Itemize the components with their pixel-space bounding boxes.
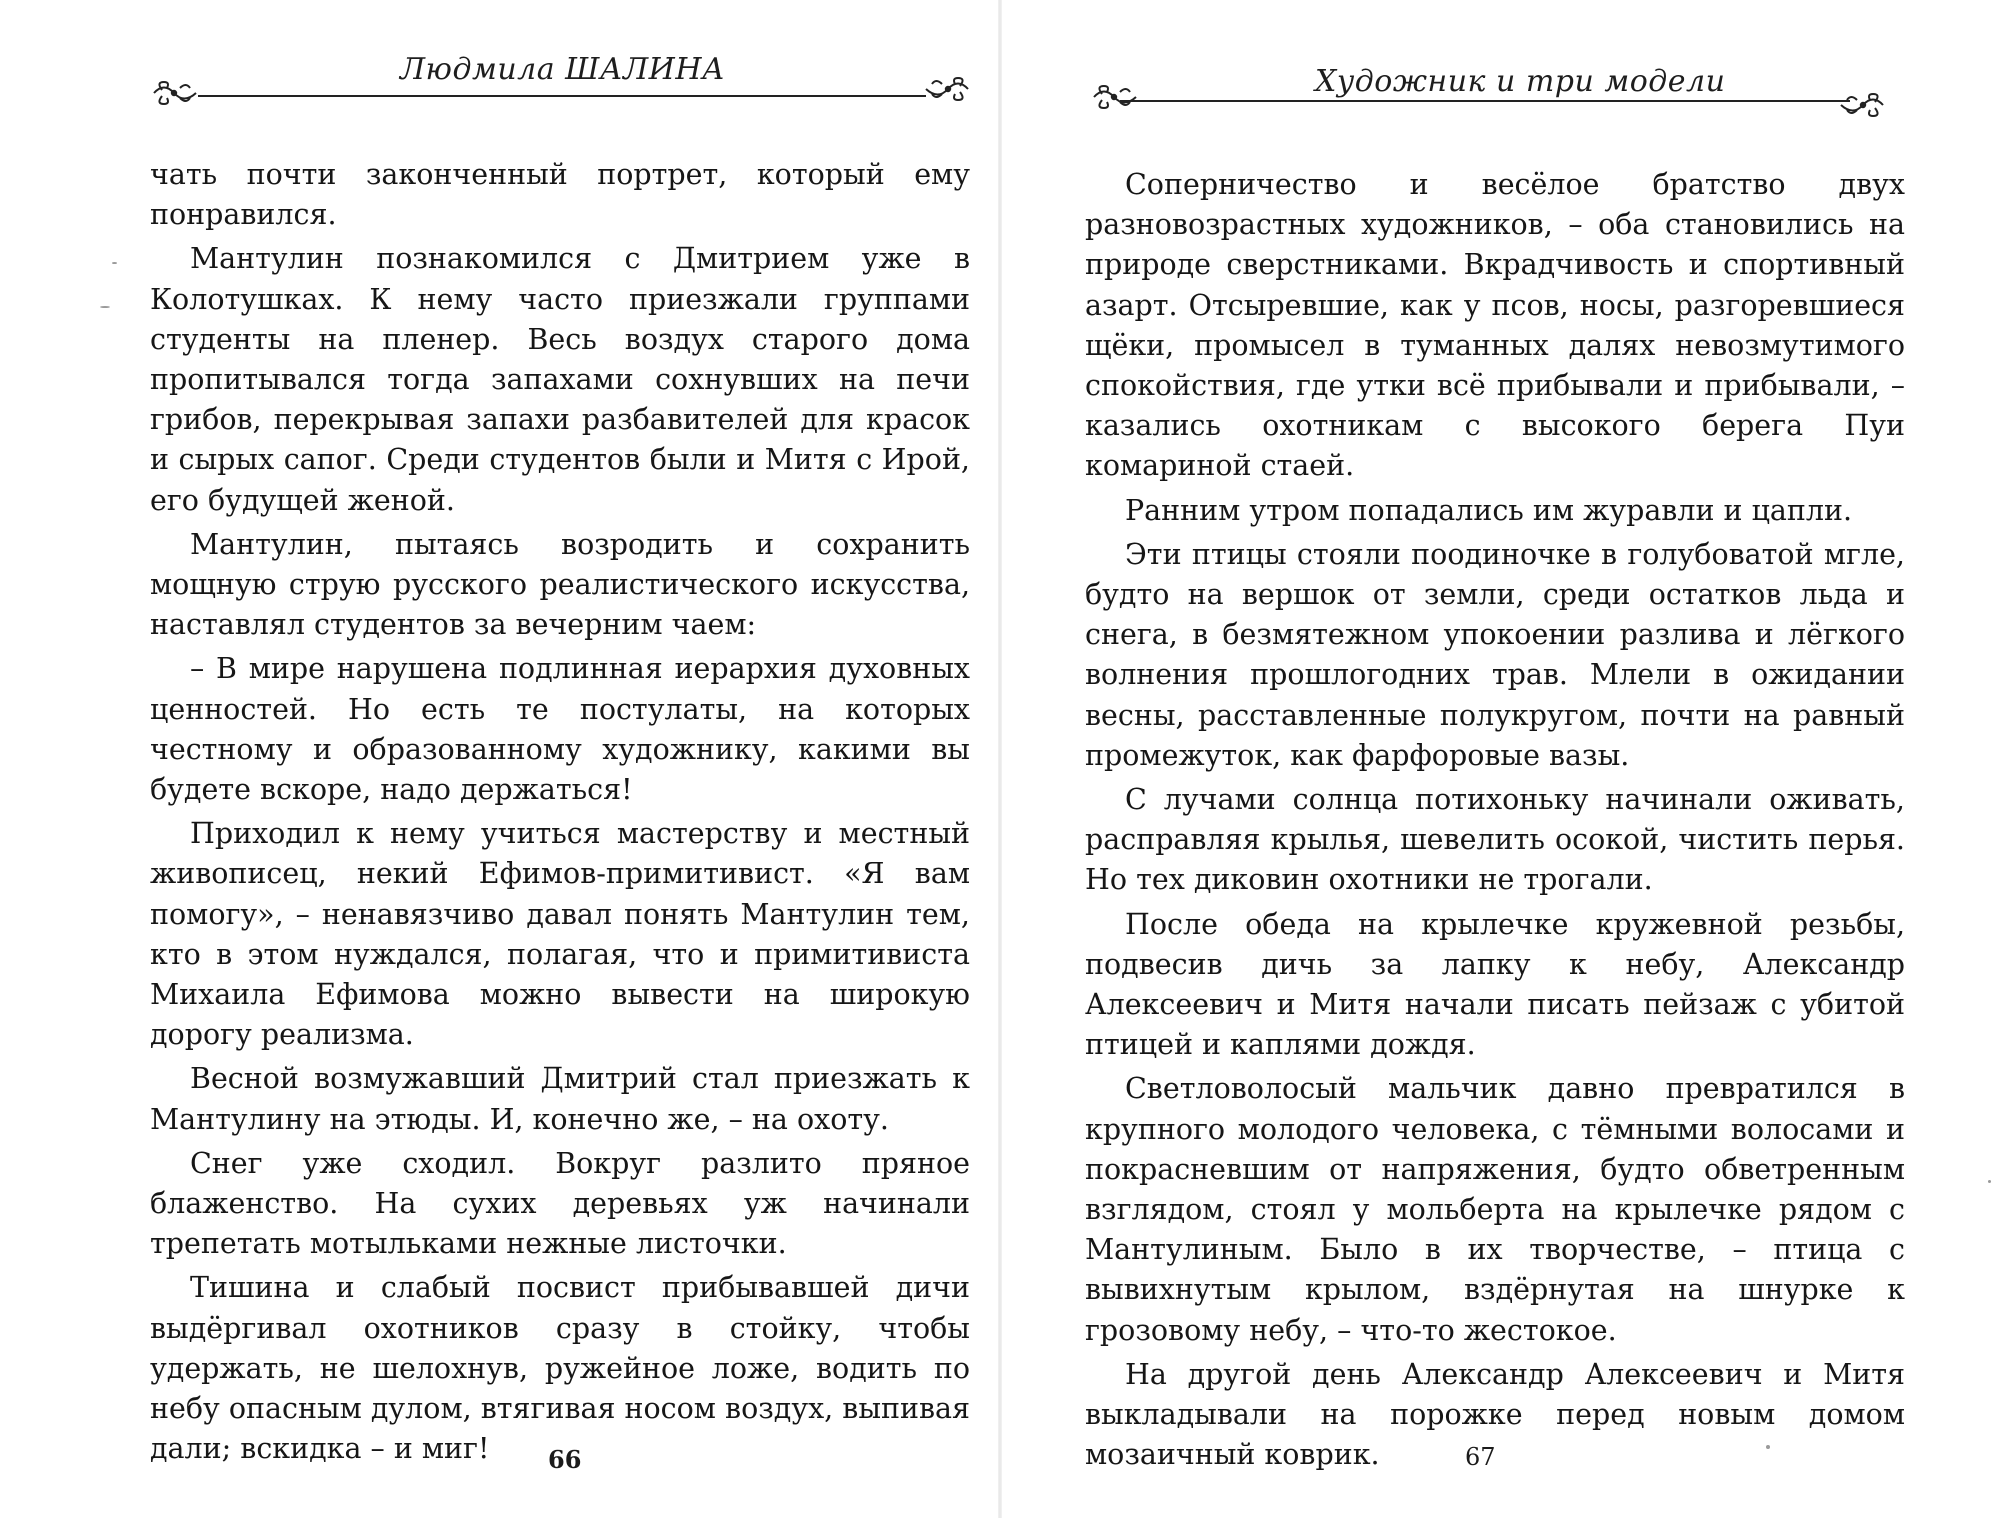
left-header-rule [198, 95, 926, 97]
paragraph: Светловолосый мальчик давно превратился в крупного молодого человека, с тёмными волосами и покрасневшим от напряжения, будто обветренным взглядом, стоял у мольберта на крылечке рядом с Мантулиным. Было в их творчестве, – птица с вывихнутым крылом, вздёрнутая на шнурке к грозовому небу, – что-то жестокое. [1085, 1072, 1905, 1347]
flourish-icon [1835, 90, 1887, 120]
paragraph: чать почти законченный портрет, который ему понравился. [150, 158, 970, 232]
paragraph: Весной возмужавший Дмитрий стал приезжать к Мантулину на этюды. И, конечно же, – на охоту. [150, 1062, 970, 1136]
print-speck [100, 306, 110, 308]
right-header-rule [1120, 100, 1850, 102]
flourish-icon [150, 78, 202, 108]
flourish-icon [1090, 82, 1142, 112]
right-body-text [1085, 165, 1905, 1480]
paragraph: С лучами солнца потихоньку начинали оживать, расправляя крылья, шевелить осокой, чистить перья. Но тех диковин охотники не трогали. [1085, 783, 1905, 897]
print-speck [1988, 1180, 1991, 1183]
paragraph: – В мире нарушена подлинная иерархия духовных ценностей. Но есть те постулаты, на которых честному и образованному художнику, какими вы будете вскоре, надо держаться! [150, 652, 970, 807]
paragraph: Приходил к нему учиться мастерству и местный живописец, некий Ефимов-примитивист. «Я вам помогу», – ненавязчиво давал понять Мантулин тем, кто в этом нуждался, полагая, что и примитивиста Михаила Ефимова можно вывести на широкую дорогу реализма. [150, 817, 970, 1052]
flourish-icon [920, 74, 972, 104]
paragraph: Снег уже сходил. Вокруг разлито пряное блаженство. На сухих деревьях уж начинали трепетать мотыльками нежные листочки. [150, 1146, 970, 1261]
paragraph: После обеда на крылечке кружевной резьбы, подвесив дичь за лапку к небу, Александр Алексеевич и Митя начали писать пейзаж с убитой птицей и каплями дождя. [1085, 907, 1905, 1062]
paragraph: На другой день Александр Алексеевич и Митя выкладывали на порожке перед новым домом мозаичный коврик. [1085, 1357, 1905, 1472]
left-body-text [150, 155, 970, 1474]
paragraph: Соперничество и весёлое братство двух разновозрастных художников, – оба становились на природе сверстниками. Вкрадчивость и спортивный азарт. Отсыревшие, как у псов, носы, разгоревшиеся щёки, промысел в туманных далях невозмутимого спокойствия, где утки всё прибывали и прибывали, – казались охотникам с высокого берега Пуи комариной стаей. [1085, 168, 1905, 483]
paragraph: Мантулин, пытаясь возродить и сохранить мощную струю русского реалистического искусства, наставлял студентов за вечерним чаем: [150, 527, 970, 642]
right-page [1000, 0, 2000, 1518]
paragraph: Ранним утром попадались им журавли и цапли. [1125, 493, 1853, 527]
right-running-head: Художник и три модели [1315, 64, 1726, 99]
paragraph: Мантулин познакомился с Дмитрием уже в Колотушках. К нему часто приезжали группами студенты на пленер. Весь воздух старого дома пропитывался тогда запахами сохнувших на печи грибов, перекрывая запахи разбавителей для красок и сырых сапог. Среди студентов были и Митя с Ирой, его будущей женой. [150, 242, 970, 517]
left-running-head: Людмила ШАЛИНА [400, 52, 726, 87]
print-speck [112, 262, 117, 264]
left-page-number: 66 [548, 1445, 582, 1474]
paragraph: Эти птицы стояли поодиночке в голубоватой мгле, будто на вершок от земли, среди остатков льда и снега, в безмятежном упокоении разлива и лёгкого волнения прошлогодних трав. Млели в ожидании весны, расставленные полукругом, почти на равный промежуток, как фарфоровые вазы. [1085, 537, 1905, 772]
right-page-number: 67 [1465, 1443, 1496, 1471]
print-speck [1766, 1445, 1770, 1449]
paragraph: Тишина и слабый посвист прибывавшей дичи выдёргивал охотников сразу в стойку, чтобы удержать, не шелохнув, ружейное ложе, водить по небу опасным дулом, втягивая носом воздух, выпивая дали; вскидка – и миг! [150, 1271, 971, 1466]
